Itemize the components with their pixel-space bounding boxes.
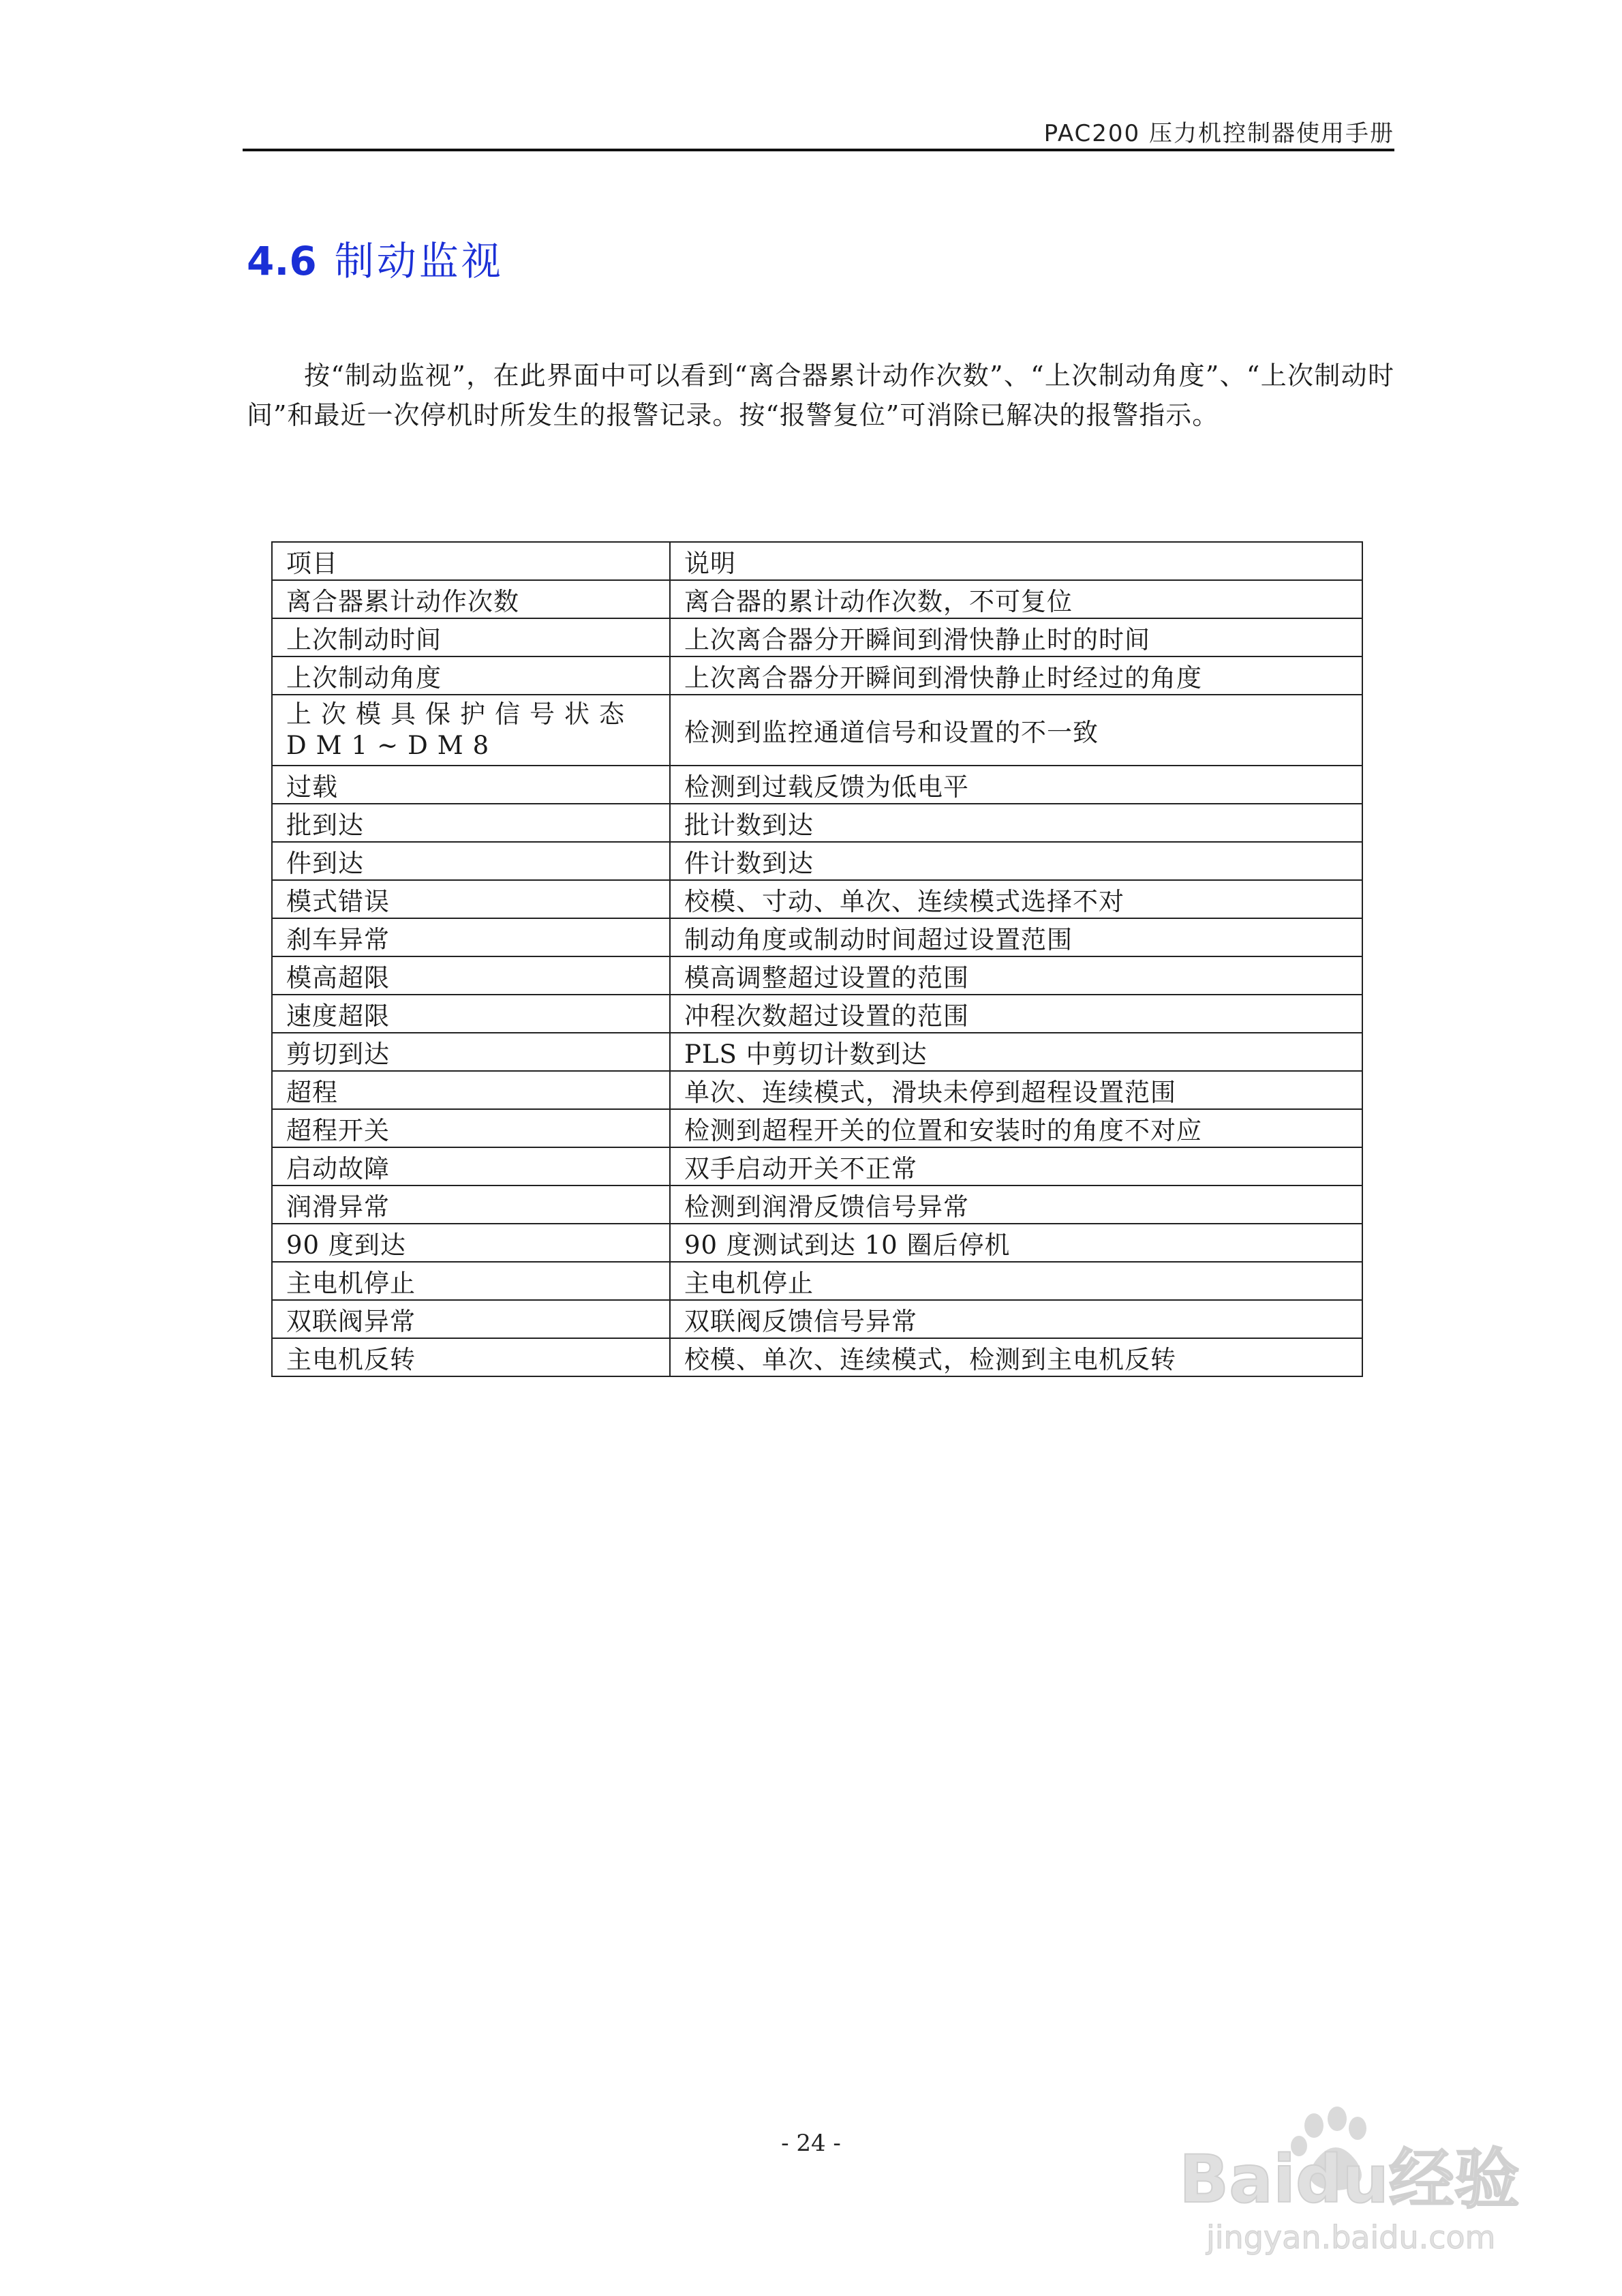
description-cell: PLS 中剪切计数到达 xyxy=(670,1033,1362,1071)
intro-paragraph: 按“制动监视”，在此界面中可以看到“离合器累计动作次数”、“上次制动角度”、“上次制动时间”和最近一次停机时所发生的报警记录。按“报警复位”可消除已解决的报警指示。 xyxy=(247,361,1394,430)
description-cell: 检测到监控通道信号和设置的不一致 xyxy=(670,695,1362,766)
table-row xyxy=(272,880,1362,918)
header-title: PAC200 压力机控制器使用手册 xyxy=(1043,120,1394,147)
item-cell: 速度超限 xyxy=(272,995,670,1033)
item-cell: 主电机反转 xyxy=(272,1338,670,1376)
baidu-jingyan-watermark xyxy=(1152,2100,1533,2263)
table-row xyxy=(272,995,1362,1033)
description-cell: 检测到过载反馈为低电平 xyxy=(670,766,1362,804)
table-header-cell: 项目 xyxy=(272,542,670,580)
table-row xyxy=(272,804,1362,842)
alarm-table xyxy=(271,541,1363,1377)
table-row xyxy=(272,1224,1362,1262)
table-row xyxy=(272,956,1362,995)
table-row xyxy=(272,1109,1362,1147)
table-row xyxy=(272,1033,1362,1071)
table-row xyxy=(272,695,1362,766)
table-row xyxy=(272,1185,1362,1224)
table-header-cell: 说明 xyxy=(670,542,1362,580)
table-row xyxy=(272,842,1362,880)
description-cell: 冲程次数超过设置的范围 xyxy=(670,995,1362,1033)
section-heading xyxy=(247,229,504,286)
description-cell: 件计数到达 xyxy=(670,842,1362,880)
table-row xyxy=(272,1071,1362,1109)
table-row xyxy=(272,1338,1362,1376)
table-row xyxy=(272,656,1362,695)
description-cell: 单次、连续模式，滑块未停到超程设置范围 xyxy=(670,1071,1362,1109)
description-cell: 双联阀反馈信号异常 xyxy=(670,1300,1362,1338)
description-cell: 校模、单次、连续模式，检测到主电机反转 xyxy=(670,1338,1362,1376)
header-rule xyxy=(243,149,1394,151)
item-cell: 主电机停止 xyxy=(272,1262,670,1300)
item-cell: 件到达 xyxy=(272,842,670,880)
table-row xyxy=(272,918,1362,956)
section-number: 4.6 xyxy=(247,238,317,284)
item-cell: 上次模具保护信号状态 DM1~DM8 xyxy=(272,695,670,766)
item-cell: 启动故障 xyxy=(272,1147,670,1185)
page-number: - 24 - xyxy=(781,2130,841,2157)
item-cell: 上次制动时间 xyxy=(272,618,670,656)
table-row xyxy=(272,1300,1362,1338)
section-title: 制动监视 xyxy=(334,238,504,284)
description-cell: 制动角度或制动时间超过设置范围 xyxy=(670,918,1362,956)
description-cell: 主电机停止 xyxy=(670,1262,1362,1300)
table-row xyxy=(272,1262,1362,1300)
description-cell: 双手启动开关不正常 xyxy=(670,1147,1362,1185)
item-cell: 90 度到达 xyxy=(272,1224,670,1262)
item-cell: 双联阀异常 xyxy=(272,1300,670,1338)
watermark-url: jingyan.baidu.com xyxy=(1206,2219,1496,2256)
item-cell: 批到达 xyxy=(272,804,670,842)
description-cell: 检测到超程开关的位置和安装时的角度不对应 xyxy=(670,1109,1362,1147)
item-cell: 超程 xyxy=(272,1071,670,1109)
description-cell: 90 度测试到达 10 圈后停机 xyxy=(670,1224,1362,1262)
description-cell: 校模、寸动、单次、连续模式选择不对 xyxy=(670,880,1362,918)
description-cell: 离合器的累计动作次数，不可复位 xyxy=(670,580,1362,618)
item-cell: 模式错误 xyxy=(272,880,670,918)
item-cell: 离合器累计动作次数 xyxy=(272,580,670,618)
table-row xyxy=(272,580,1362,618)
item-cell: 剪切到达 xyxy=(272,1033,670,1071)
description-cell: 模高调整超过设置的范围 xyxy=(670,956,1362,995)
description-cell: 检测到润滑反馈信号异常 xyxy=(670,1185,1362,1224)
watermark-brand: Baidu经验 xyxy=(1179,2141,1520,2218)
table-row xyxy=(272,1147,1362,1185)
table-row xyxy=(272,618,1362,656)
table-header-row xyxy=(272,542,1362,580)
description-cell: 上次离合器分开瞬间到滑快静止时的时间 xyxy=(670,618,1362,656)
item-cell: 过载 xyxy=(272,766,670,804)
item-cell: 模高超限 xyxy=(272,956,670,995)
description-cell: 批计数到达 xyxy=(670,804,1362,842)
table-row xyxy=(272,766,1362,804)
item-cell: 刹车异常 xyxy=(272,918,670,956)
description-cell: 上次离合器分开瞬间到滑快静止时经过的角度 xyxy=(670,656,1362,695)
item-cell: 润滑异常 xyxy=(272,1185,670,1224)
item-cell: 上次制动角度 xyxy=(272,656,670,695)
item-cell: 超程开关 xyxy=(272,1109,670,1147)
